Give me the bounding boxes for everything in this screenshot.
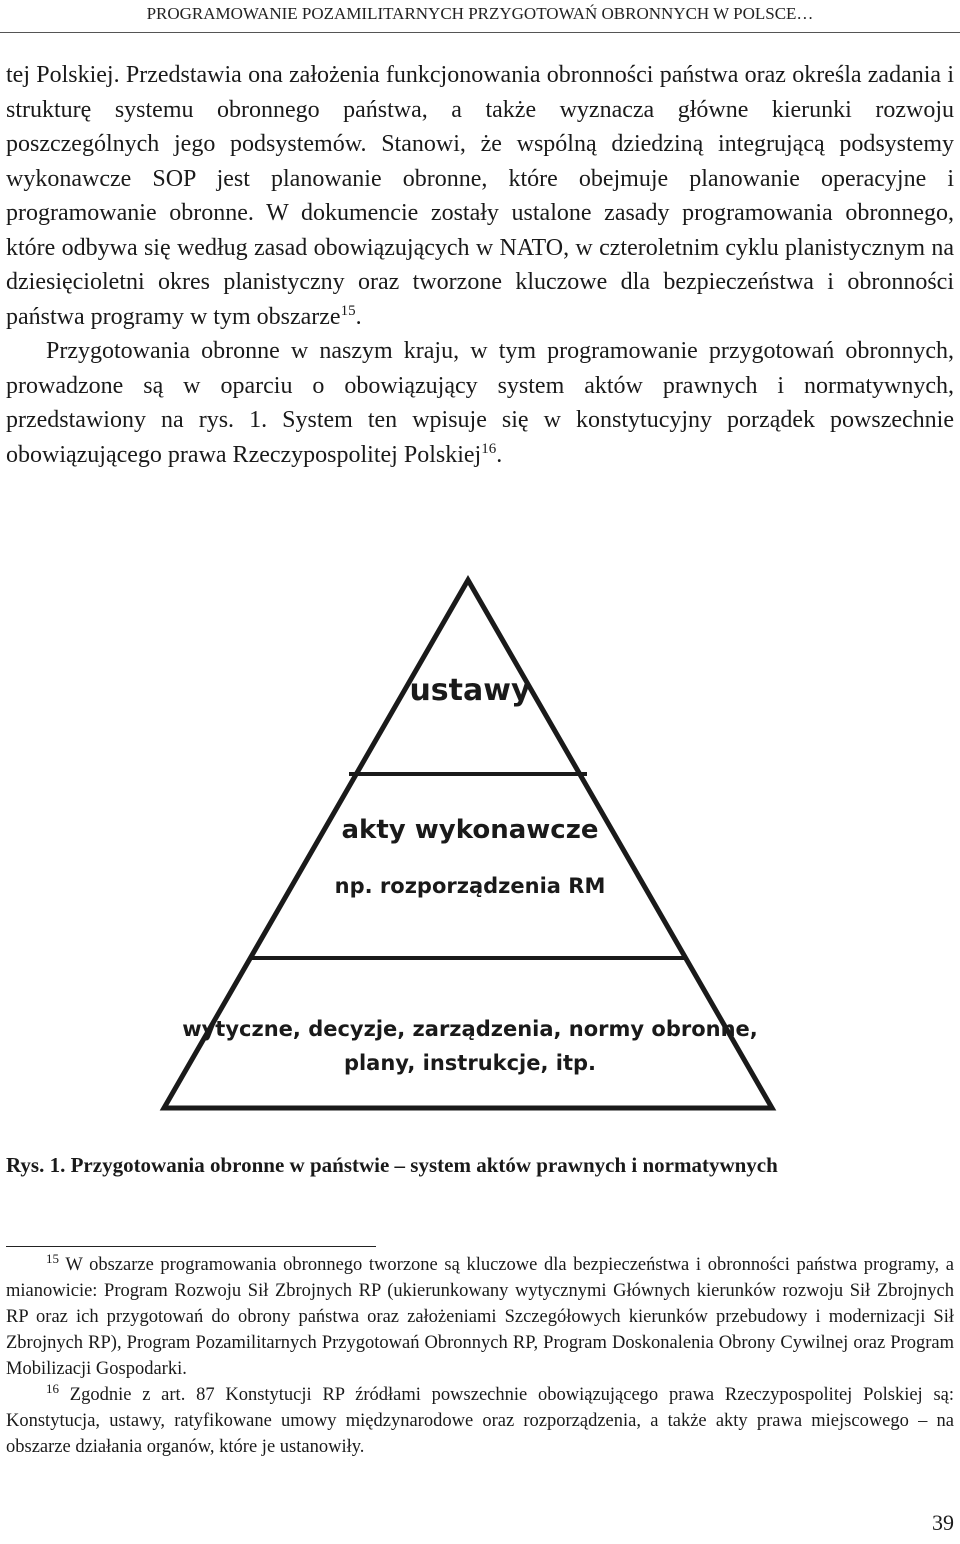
figure-caption: Rys. 1. Przygotowania obronne w państwie – system aktów prawnych i normatywnych	[6, 1153, 778, 1177]
legal-acts-pyramid	[0, 540, 960, 1140]
tier-2-subtitle: np. rozporządzenia RM	[334, 874, 606, 898]
tier-1-label: ustawy	[409, 673, 531, 708]
footnote-ref-15: 15	[340, 302, 356, 319]
footnote-16-text: Zgodnie z art. 87 Konstytucji RP źródłami powszechnie obowiązującego prawa Rzeczypospolitej Polskiej są: Konstytucja, ustawy, ratyfikowane umowy międzynarodowe oraz rozporządzenia, a także akty prawa miejscowego – na obszarze działania organów, które je ustanowiły.	[6, 1385, 955, 1457]
page-number: 39	[932, 1510, 954, 1535]
header-rule	[0, 32, 960, 33]
footnote-16-number: 16	[46, 1380, 59, 1396]
paragraph-1	[6, 58, 954, 334]
footnote-16	[6, 1382, 954, 1460]
paragraph-2	[6, 334, 954, 472]
tier-3-line-2: plany, instrukcje, itp.	[343, 1051, 597, 1075]
footnote-15-number: 15	[46, 1250, 59, 1266]
footnote-15	[6, 1252, 954, 1382]
footnote-ref-16: 16	[481, 440, 497, 457]
running-header: PROGRAMOWANIE POZAMILITARNYCH PRZYGOTOWAŃ OBRONNYCH W POLSCE…	[146, 4, 814, 23]
paragraph-2-end: .	[496, 441, 503, 468]
tier-2-title: akty wykonawcze	[341, 815, 599, 845]
tier-3-line-1: wytyczne, decyzje, zarządzenia, normy obronne,	[182, 1017, 758, 1041]
body-text	[6, 58, 954, 472]
footnotes	[6, 1252, 954, 1460]
paragraph-2-text: Przygotowania obronne w naszym kraju, w tym programowanie przygotowań obronnych, prowadzone są w oparciu o obowiązujący system aktów prawnych i normatywnych, przedstawiony na rys. 1. System ten wpisuje się w konstytucyjny porządek powszechnie obowiązującego prawa Rzeczypospolitej Polskiej	[6, 338, 954, 468]
footnote-rule	[6, 1246, 376, 1247]
footnote-15-text: W obszarze programowania obronnego tworzone są kluczowe dla bezpieczeństwa i obronności państwa programy, a mianowicie: Program Rozwoju Sił Zbrojnych RP (ukierunkowany wytycznymi Głównych kierunków rozwoju Sił Zbrojnych RP oraz ich przygotowań do obrony państwa oraz założeniami Szczegółowych kierunków przebudowy i modernizacji Sił Zbrojnych RP), Program Pozamilitarnych Przygotowań Obronnych RP, Program Doskonalenia Obrony Cywilnej oraz Program Mobilizacji Gospodarki.	[6, 1255, 955, 1379]
paragraph-1-end: .	[355, 303, 362, 330]
paragraph-1-text: tej Polskiej. Przedstawia ona założenia funkcjonowania obronności państwa oraz określa zadania i strukturę systemu obronnego państwa, a także wyznacza główne kierunki rozwoju poszczególnych jego podsystemów. Stanowi, że wspólną dziedziną integrującą podsystemy wykonawcze SOP jest planowanie obronne, które obejmuje planowanie operacyjne i programowanie obronne. W dokumencie zostały ustalone zasady programowania obronnego, które odbywa się według zasad obowiązujących w NATO, w czteroletnim cyklu planistycznym na dziesięcioletni okres planistyczny oraz tworzone kluczowe dla bezpieczeństwa i obronności państwa programy w tym obszarze	[6, 62, 954, 330]
